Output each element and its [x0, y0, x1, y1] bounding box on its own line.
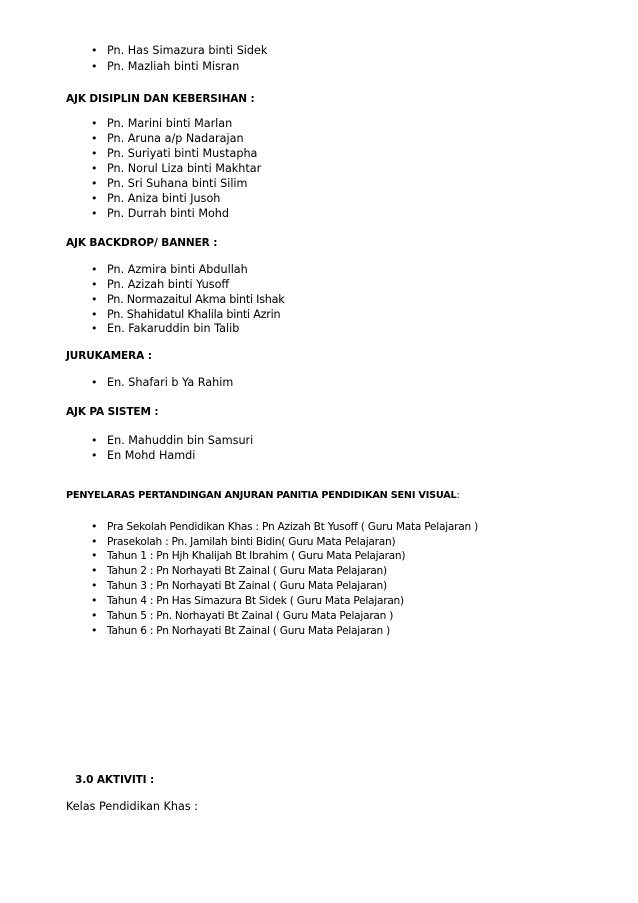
bullet: • — [91, 308, 98, 321]
list-item: Pn. Azmira binti Abdullah — [107, 263, 248, 276]
list-item: Prasekolah : Pn. Jamilah binti Bidin( Guru Mata Pelajaran) — [107, 536, 396, 548]
list-item: En. Fakaruddin bin Talib — [107, 322, 240, 335]
list-item: Pn. Suriyati binti Mustapha — [107, 147, 258, 160]
list-item: Tahun 5 : Pn. Norhayati Bt Zainal ( Guru Mata Pelajaran ) — [107, 610, 394, 622]
list-item: Pn. Mazliah binti Misran — [107, 60, 240, 73]
bullet: • — [91, 44, 98, 57]
bullet: • — [91, 579, 98, 592]
section-heading-penyelaras — [66, 489, 460, 503]
list-item: Pn. Normazaitul Akma binti Ishak — [107, 293, 285, 306]
bullet: • — [91, 132, 98, 145]
bullet: • — [91, 535, 98, 548]
list-item: Tahun 1 : Pn Hjh Khalijah Bt Ibrahim ( Guru Mata Pelajaran) — [107, 550, 406, 562]
list-item: En. Mahuddin bin Samsuri — [107, 434, 254, 447]
bullet: • — [91, 434, 98, 447]
list-item: Pn. Norul Liza binti Makhtar — [107, 162, 262, 175]
bullet: • — [91, 192, 98, 205]
list-item: Tahun 4 : Pn Has Simazura Bt Sidek ( Guru Mata Pelajaran) — [107, 595, 404, 607]
bullet: • — [91, 449, 98, 462]
bullet: • — [91, 177, 98, 190]
subheading-kelas-pendidikan-khas: Kelas Pendidikan Khas : — [66, 800, 198, 813]
list-item: Pn. Shahidatul Khalila binti Azrin — [107, 308, 281, 321]
section-heading-aktiviti: 3.0 AKTIVITI : — [75, 774, 155, 786]
list-item: Pn. Sri Suhana binti Silim — [107, 177, 248, 190]
section-heading-disiplin: AJK DISIPLIN DAN KEBERSIHAN : — [66, 93, 255, 105]
bullet: • — [91, 117, 98, 130]
bullet: • — [91, 147, 98, 160]
bullet: • — [91, 60, 98, 73]
section-heading-backdrop: AJK BACKDROP/ BANNER : — [66, 237, 218, 249]
bullet: • — [91, 624, 98, 637]
list-item: Pn. Aniza binti Jusoh — [107, 192, 221, 205]
bullet: • — [91, 609, 98, 622]
bullet: • — [91, 594, 98, 607]
list-item: Tahun 2 : Pn Norhayati Bt Zainal ( Guru Mata Pelajaran) — [107, 565, 387, 577]
bullet: • — [91, 207, 98, 220]
list-item: Tahun 6 : Pn Norhayati Bt Zainal ( Guru Mata Pelajaran ) — [107, 625, 391, 637]
list-item: En Mohd Hamdi — [107, 449, 196, 462]
section-heading-penyelaras-colon: : — [456, 490, 460, 501]
bullet: • — [91, 263, 98, 276]
bullet: • — [91, 293, 98, 306]
bullet: • — [91, 549, 98, 562]
section-heading-pa-sistem: AJK PA SISTEM : — [66, 406, 159, 418]
list-item: Pn. Has Simazura binti Sidek — [107, 44, 268, 57]
bullet: • — [91, 278, 98, 291]
bullet: • — [91, 322, 98, 335]
bullet: • — [91, 564, 98, 577]
list-item: Pn. Durrah binti Mohd — [107, 207, 230, 220]
bullet: • — [91, 162, 98, 175]
list-item: Tahun 3 : Pn Norhayati Bt Zainal ( Guru Mata Pelajaran) — [107, 580, 387, 592]
list-item: En. Shafari b Ya Rahim — [107, 376, 234, 389]
list-item: Pn. Marini binti Marlan — [107, 117, 233, 130]
section-heading-jurukamera: JURUKAMERA : — [66, 350, 152, 362]
list-item: Pra Sekolah Pendidikan Khas : Pn Azizah Bt Yusoff ( Guru Mata Pelajaran ) — [107, 521, 478, 533]
list-item: Pn. Aruna a/p Nadarajan — [107, 132, 244, 145]
list-item: Pn. Azizah binti Yusoff — [107, 278, 230, 291]
bullet: • — [91, 520, 98, 533]
section-heading-penyelaras-text: PENYELARAS PERTANDINGAN ANJURAN PANITIA PENDIDIKAN SENI VISUAL — [66, 490, 457, 501]
bullet: • — [91, 376, 98, 389]
